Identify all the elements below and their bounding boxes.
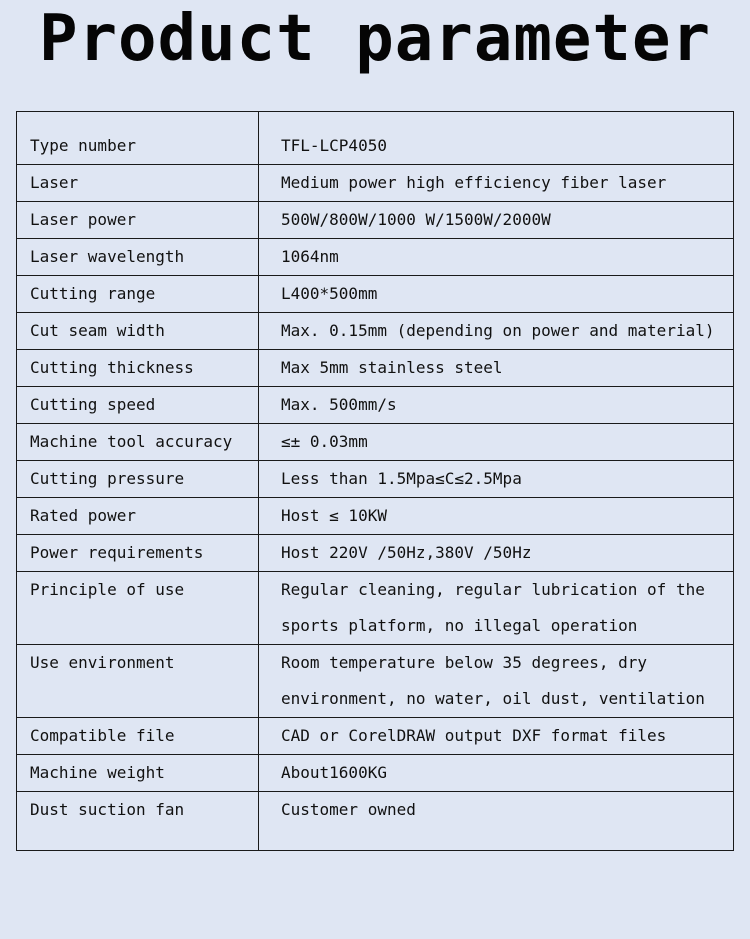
row-label: Laser wavelength (17, 239, 259, 276)
row-label: Rated power (17, 498, 259, 535)
table-row (17, 535, 734, 572)
table-row (17, 350, 734, 387)
table-row (17, 645, 734, 718)
row-label: Machine tool accuracy (17, 424, 259, 461)
table-row (17, 792, 734, 851)
table-row (17, 387, 734, 424)
row-value: Medium power high efficiency fiber laser (259, 165, 734, 202)
row-label: Machine weight (17, 755, 259, 792)
row-value: Host ≤ 10KW (259, 498, 734, 535)
row-value: 500W/800W/1000 W/1500W/2000W (259, 202, 734, 239)
row-value: Regular cleaning, regular lubrication of the sports platform, no illegal operation (259, 572, 734, 645)
table-row (17, 313, 734, 350)
row-value: 1064nm (259, 239, 734, 276)
table-row (17, 755, 734, 792)
row-label: Principle of use (17, 572, 259, 645)
page-title: Product parameter (38, 2, 712, 76)
row-value: ≤± 0.03mm (259, 424, 734, 461)
table-row (17, 424, 734, 461)
row-label: Cutting thickness (17, 350, 259, 387)
table-row (17, 276, 734, 313)
table-row (17, 202, 734, 239)
row-label: Power requirements (17, 535, 259, 572)
table-row (17, 239, 734, 276)
row-value: L400*500mm (259, 276, 734, 313)
table-row (17, 572, 734, 645)
row-label: Dust suction fan (17, 792, 259, 851)
table-row (17, 461, 734, 498)
row-value: Less than 1.5Mpa≤C≤2.5Mpa (259, 461, 734, 498)
row-label: Laser power (17, 202, 259, 239)
row-value: About1600KG (259, 755, 734, 792)
row-value: Max 5mm stainless steel (259, 350, 734, 387)
row-value: Max. 0.15mm (depending on power and material) (259, 313, 734, 350)
row-value: Max. 500mm/s (259, 387, 734, 424)
row-label: Laser (17, 165, 259, 202)
table-row (17, 165, 734, 202)
row-label: Use environment (17, 645, 259, 718)
row-value: Customer owned (259, 792, 734, 851)
row-value: TFL-LCP4050 (259, 112, 734, 165)
table-row (17, 718, 734, 755)
row-value: Host 220V /50Hz,380V /50Hz (259, 535, 734, 572)
row-label: Cut seam width (17, 313, 259, 350)
row-label: Compatible file (17, 718, 259, 755)
row-label: Type number (17, 112, 259, 165)
row-label: Cutting range (17, 276, 259, 313)
row-value: CAD or CorelDRAW output DXF format files (259, 718, 734, 755)
row-label: Cutting speed (17, 387, 259, 424)
row-label: Cutting pressure (17, 461, 259, 498)
table-row (17, 498, 734, 535)
product-parameter-table (16, 111, 734, 851)
row-value: Room temperature below 35 degrees, dry environment, no water, oil dust, ventilation (259, 645, 734, 718)
table-row (17, 112, 734, 165)
